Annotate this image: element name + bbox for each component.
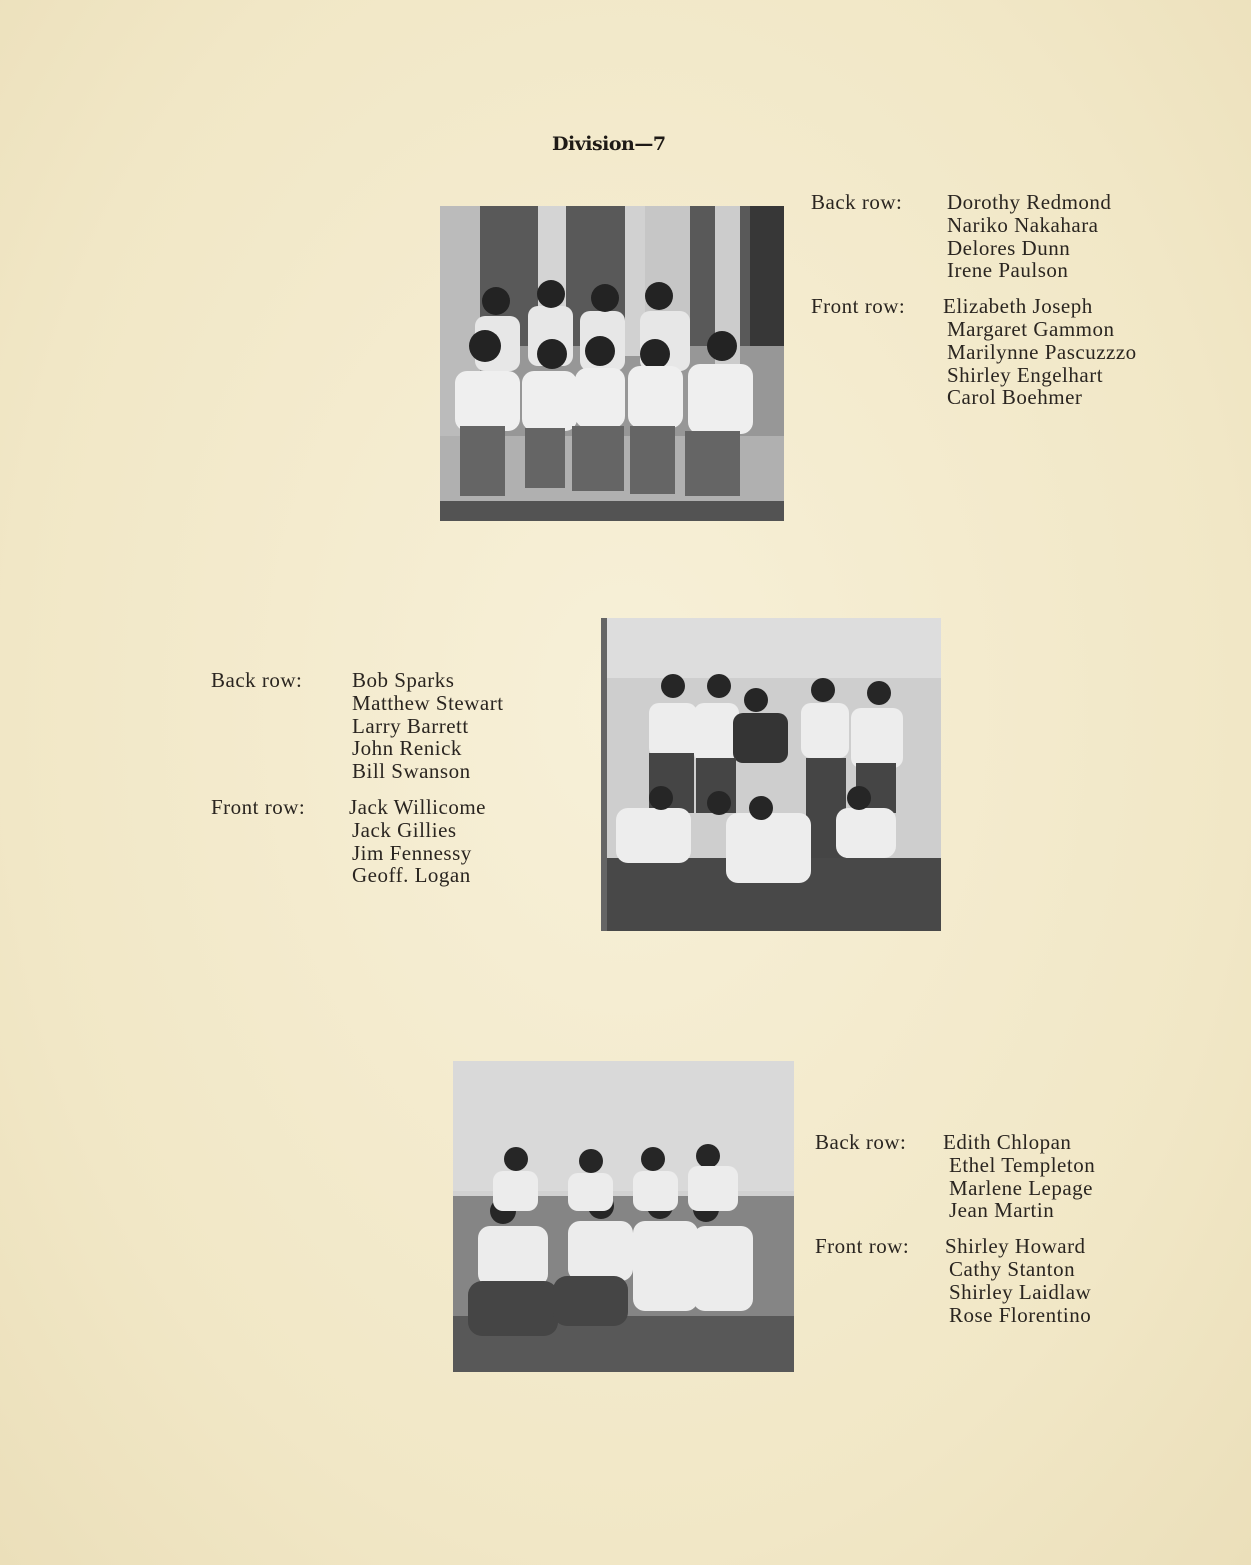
name-list: [943, 1131, 1095, 1222]
student-name: Marilynne Pascuzzzo: [947, 339, 1137, 364]
front-row-label: Front row:: [811, 294, 906, 319]
student-name: Jim Fennessy: [352, 840, 472, 865]
caption-group-3: [815, 1131, 1095, 1339]
student-name: Elizabeth Joseph: [943, 294, 1093, 319]
page-title: Division—7: [552, 133, 666, 155]
back-row: [211, 669, 504, 783]
student-name: Marlene Lepage: [949, 1175, 1094, 1200]
student-name: Bill Swanson: [352, 759, 471, 784]
back-row: [811, 191, 1137, 282]
student-name: Rose Florentino: [949, 1302, 1092, 1327]
back-row-label: Back row:: [811, 190, 903, 214]
back-row-label: Back row:: [815, 1130, 907, 1154]
name-list: [945, 1235, 1095, 1326]
group-photo-2: [601, 618, 941, 931]
student-name: John Renick: [352, 736, 462, 761]
name-list: [349, 796, 504, 887]
student-name: Cathy Stanton: [949, 1256, 1076, 1281]
front-row-label: Front row:: [211, 794, 306, 819]
student-name: Delores Dunn: [947, 235, 1071, 260]
caption-group-2: [211, 669, 504, 900]
student-name: Nariko Nakahara: [947, 212, 1099, 237]
student-name: Geoff. Logan: [352, 863, 471, 888]
student-name: Jean Martin: [949, 1198, 1055, 1223]
front-row-label: Front row:: [815, 1234, 910, 1259]
back-row-label: Back row:: [211, 668, 303, 692]
name-list: [947, 191, 1137, 282]
student-name: Irene Paulson: [947, 258, 1069, 283]
student-name: Margaret Gammon: [947, 316, 1115, 341]
student-name: Shirley Howard: [945, 1234, 1086, 1259]
group-photo-1: [440, 206, 784, 521]
front-row: [815, 1235, 1095, 1326]
name-list: [943, 295, 1137, 409]
name-list: [352, 669, 504, 783]
student-name: Jack Willicome: [349, 794, 486, 819]
student-name: Ethel Templeton: [949, 1152, 1096, 1177]
back-row: [815, 1131, 1095, 1222]
student-name: Jack Gillies: [352, 817, 457, 842]
caption-group-1: [811, 191, 1137, 422]
student-name: Edith Chlopan: [943, 1130, 1072, 1154]
student-name: Shirley Engelhart: [947, 362, 1104, 387]
student-name: Matthew Stewart: [352, 690, 504, 715]
front-row: [811, 295, 1137, 409]
group-photo-3: [453, 1061, 794, 1372]
front-row: [211, 796, 504, 887]
student-name: Bob Sparks: [352, 668, 455, 692]
student-name: Dorothy Redmond: [947, 190, 1112, 214]
student-name: Larry Barrett: [352, 713, 469, 738]
student-name: Carol Boehmer: [947, 385, 1083, 410]
student-name: Shirley Laidlaw: [949, 1279, 1092, 1304]
